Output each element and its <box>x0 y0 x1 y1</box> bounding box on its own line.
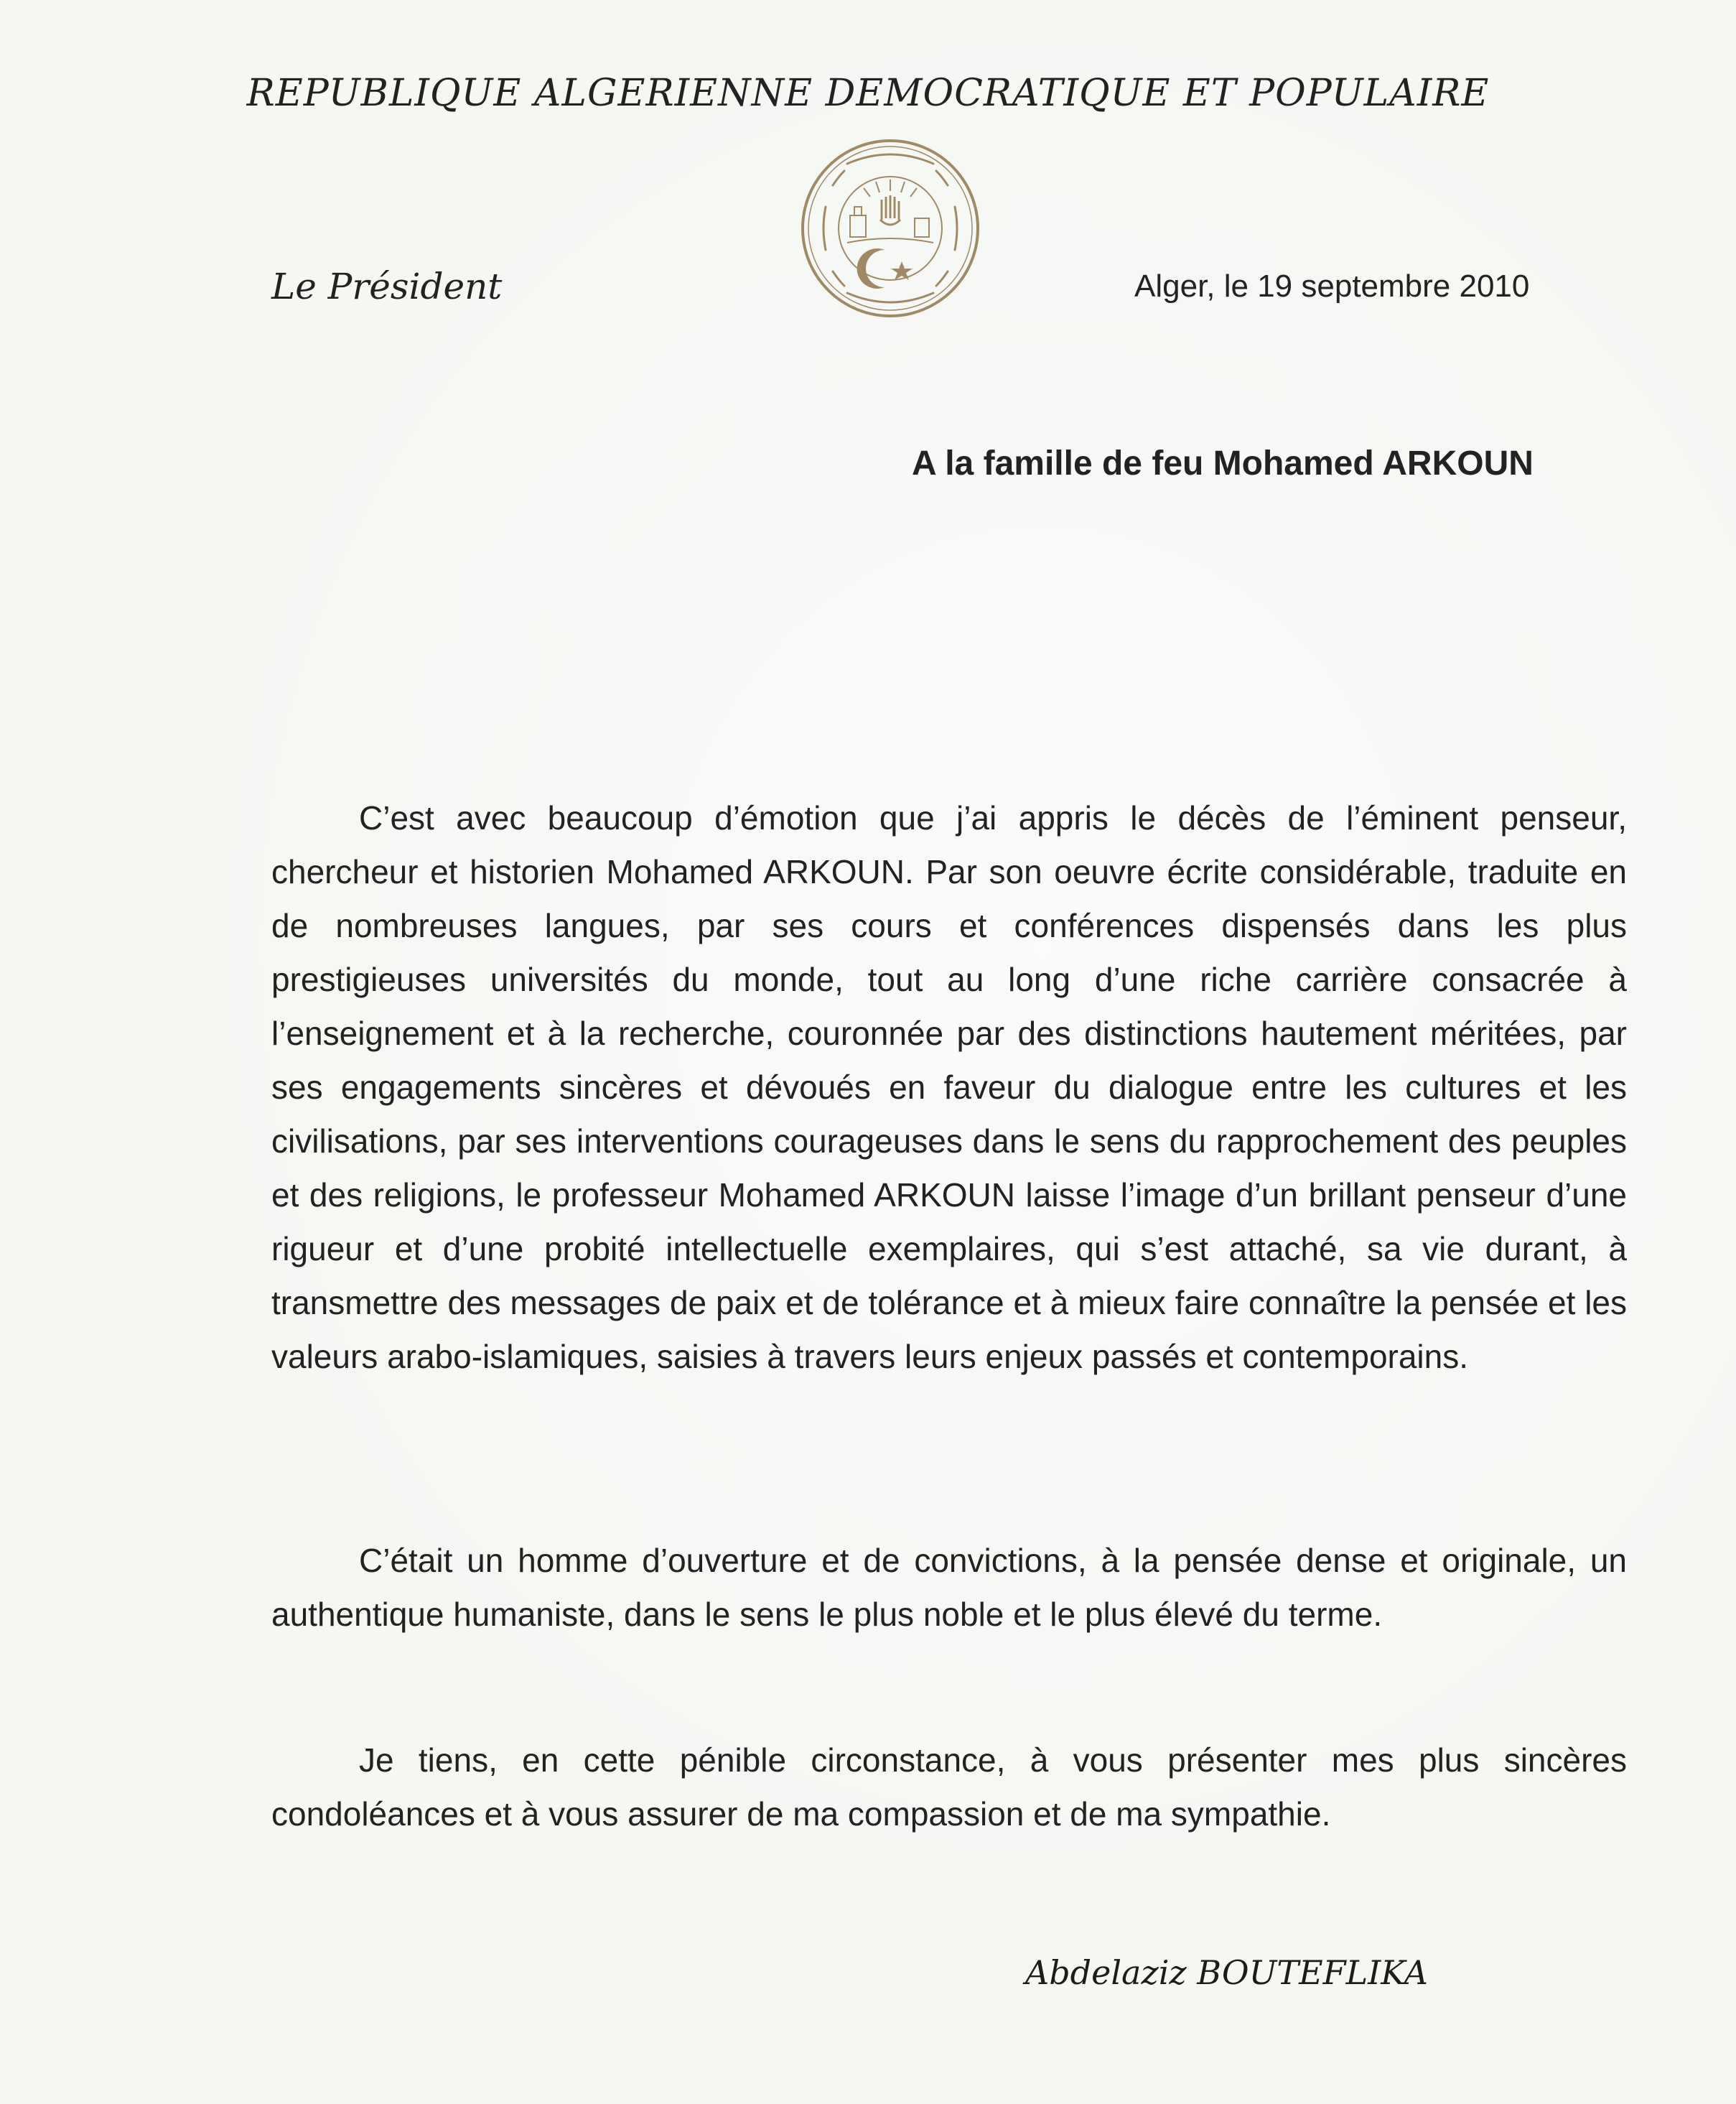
body-paragraph-3 <box>271 1733 1627 1841</box>
date-line: Alger, le 19 septembre 2010 <box>1134 269 1530 304</box>
signature: Abdelaziz BOUTEFLIKA <box>1025 1953 1429 1992</box>
recipient-line: A la famille de feu Mohamed ARKOUN <box>912 444 1534 483</box>
paragraph-text: Je tiens, en cette pénible circonstance, à vous présenter mes plus sincères condoléances et à vous assurer de ma compassion et de ma sympathie. <box>271 1741 1627 1833</box>
algerian-state-seal-icon <box>797 135 984 322</box>
body-paragraph-1 <box>271 791 1627 1384</box>
paragraph-text: C’est avec beaucoup d’émotion que j’ai appris le décès de l’éminent penseur, chercheur et historien Mohamed ARKOUN. Par son oeuvre écrite considérable, traduite en de nombreuses langues, par ses cours et conférences dispensés dans les plus prestigieuses universités du monde, tout au long d’une riche carrière consacrée à l’enseignement et à la recherche, couronnée par des distinctions hautement méritées, par ses engagements sincères et dévoués en faveur du dialogue entre les cultures et les civilisations, par ses interventions courageuses dans le sens du rapprochement des peuples et des religions, le professeur Mohamed ARKOUN laisse l’image d’un brillant penseur d’une rigueur et d’une probité intellectuelle exemplaires, qui s’est attaché, sa vie durant, à transmettre des messages de paix et de tolérance et à mieux faire connaître la pensée et les valeurs arabo-islamiques, saisies à travers leurs enjeux passés et contemporains. <box>271 799 1627 1375</box>
letterhead-republic-title: REPUBLIQUE ALGERIENNE DEMOCRATIQUE ET POPULAIRE <box>246 72 1490 115</box>
body-paragraph-2 <box>271 1534 1627 1642</box>
sender-title: Le Président <box>271 266 503 307</box>
paragraph-text: C’était un homme d’ouverture et de convictions, à la pensée dense et originale, un authentique humaniste, dans le sens le plus noble et le plus élevé du terme. <box>271 1542 1627 1633</box>
